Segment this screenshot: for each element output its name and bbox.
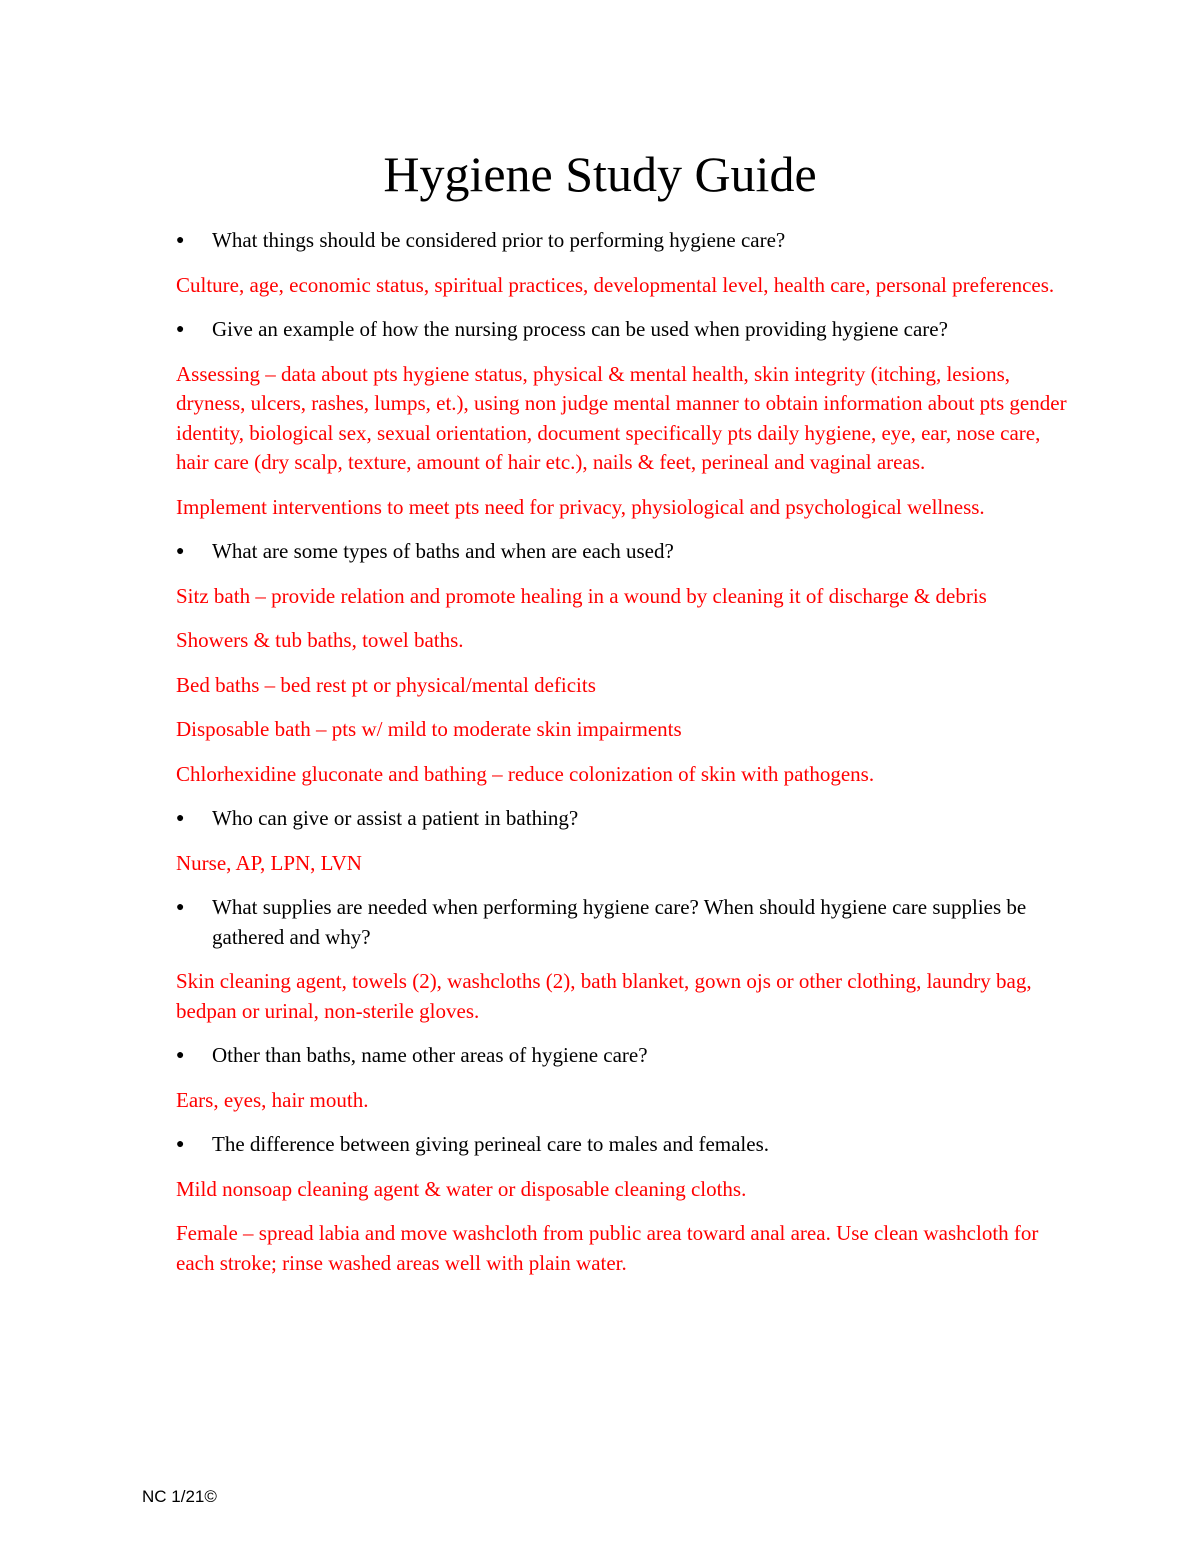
- study-answer: Skin cleaning agent, towels (2), washcloths (2), bath blanket, gown ojs or other clothing, laundry bag, bedpan or urinal, non-sterile gloves.: [176, 969, 1032, 1023]
- question-text: Who can give or assist a patient in bathing?: [212, 806, 579, 830]
- study-answer: Assessing – data about pts hygiene status, physical & mental health, skin integrity (itching, lesions, dryness, ulcers, rashes, lumps, et.), using non judge mental manner to obtain information about pts gender identity, biological sex, sexual orientation, document specifically pts daily hygiene, eye, ear, nose care, hair care (dry scalp, texture, amount of hair etc.), nails & feet, perineal and vaginal areas.: [176, 361, 1067, 474]
- study-answer: Culture, age, economic status, spiritual practices, developmental level, health care, personal preferences.: [176, 272, 1055, 297]
- study-answer: Bed baths – bed rest pt or physical/mental deficits: [176, 672, 596, 697]
- question-text: The difference between giving perineal care to males and females.: [212, 1132, 770, 1156]
- study-answer: Nurse, AP, LPN, LVN: [176, 850, 362, 875]
- study-question: [176, 893, 1076, 952]
- bullet-icon: ●: [176, 811, 185, 826]
- study-question: [176, 1041, 1076, 1071]
- bullet-icon: ●: [176, 544, 185, 559]
- study-question: [176, 315, 1076, 345]
- bullet-icon: ●: [176, 322, 185, 337]
- study-answer: Sitz bath – provide relation and promote healing in a wound by cleaning it of discharge & debris: [176, 583, 987, 608]
- question-text: Give an example of how the nursing process can be used when providing hygiene care?: [212, 317, 948, 341]
- document-body: [176, 226, 1076, 1293]
- question-text: What things should be considered prior to performing hygiene care?: [212, 228, 786, 252]
- study-answer: Implement interventions to meet pts need for privacy, physiological and psychological wellness.: [176, 494, 985, 519]
- question-text: What are some types of baths and when are each used?: [212, 539, 674, 563]
- bullet-icon: ●: [176, 1048, 185, 1063]
- study-answer: Showers & tub baths, towel baths.: [176, 628, 464, 652]
- bullet-icon: ●: [176, 233, 185, 248]
- study-answer: Chlorhexidine gluconate and bathing – reduce colonization of skin with pathogens.: [176, 761, 875, 786]
- question-text: Other than baths, name other areas of hygiene care?: [212, 1043, 648, 1067]
- study-question: [176, 804, 1076, 834]
- question-text: What supplies are needed when performing hygiene care? When should hygiene care supplies be gathered and why?: [212, 895, 1027, 949]
- study-answer: Ears, eyes, hair mouth.: [176, 1087, 369, 1112]
- study-question: [176, 1130, 1076, 1160]
- study-answer: Mild nonsoap cleaning agent & water or disposable cleaning cloths.: [176, 1176, 747, 1201]
- study-answer: Disposable bath – pts w/ mild to moderate skin impairments: [176, 717, 682, 741]
- study-question: [176, 537, 1076, 567]
- study-answer: Female – spread labia and move washcloth from public area toward anal area. Use clean washcloth for each stroke; rinse washed areas well with plain water.: [176, 1221, 1039, 1275]
- study-question: [176, 226, 1076, 256]
- page-footer: NC 1/21©: [142, 1487, 217, 1506]
- bullet-icon: ●: [176, 900, 185, 915]
- bullet-icon: ●: [176, 1137, 185, 1152]
- page-title: Hygiene Study Guide: [383, 146, 817, 202]
